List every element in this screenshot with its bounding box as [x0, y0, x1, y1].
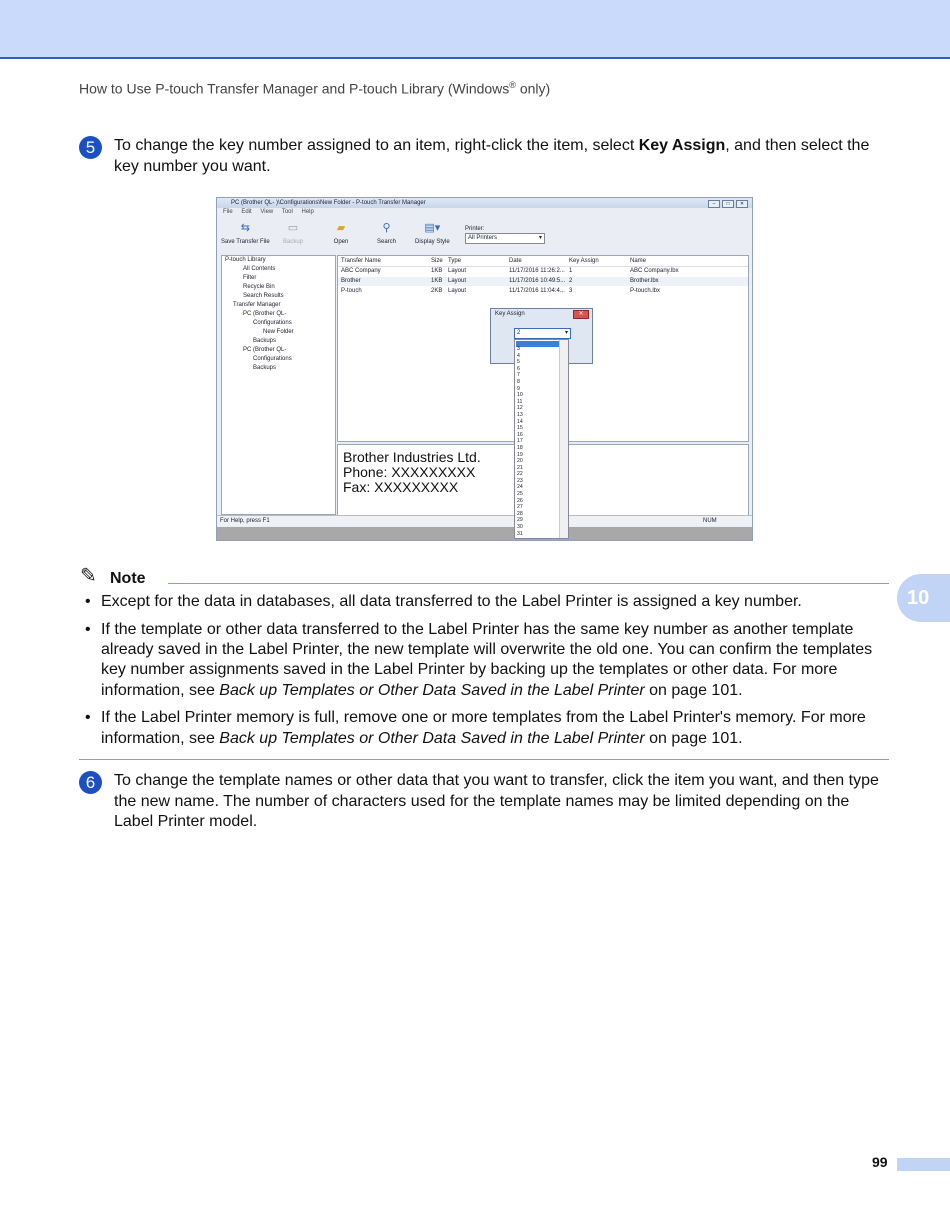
key-option[interactable]: 18	[517, 444, 523, 451]
note-bullet: • Except for the data in databases, all data transferred to the Label Printer is assigned a key number.	[85, 592, 889, 612]
save-transfer-icon: ⇆	[240, 222, 250, 234]
tree-item[interactable]: PC (Brother QL-	[243, 311, 287, 317]
backup-icon: ▭	[287, 222, 299, 234]
key-option[interactable]: 4	[517, 352, 520, 359]
printer-selector	[465, 226, 545, 244]
table-header	[338, 257, 748, 267]
key-option[interactable]: 7	[517, 372, 520, 379]
status-text: For Help, press F1	[220, 518, 270, 524]
key-option[interactable]: 8	[517, 378, 520, 385]
key-option[interactable]: 26	[517, 497, 523, 504]
tree-item[interactable]: PC (Brother QL-	[243, 347, 287, 353]
menu-tool[interactable]: Tool	[281, 209, 293, 215]
tree-item[interactable]: Transfer Manager	[233, 302, 281, 308]
key-option[interactable]: 16	[517, 431, 523, 438]
page-number: 99	[872, 1154, 888, 1170]
display-style-button[interactable]: ▤▾ Display Style	[415, 222, 450, 245]
step-text-bold: Key Assign	[638, 137, 726, 154]
menu-view[interactable]: View	[260, 209, 274, 215]
key-option[interactable]: 20	[517, 458, 523, 465]
key-option[interactable]: 12	[517, 405, 523, 412]
search-button[interactable]: ⚲ Search	[377, 222, 397, 245]
tree-item[interactable]: Backups	[253, 338, 277, 344]
note-bullet: • If the template or other data transferred to the Label Printer has the same key number as another template already saved in the Label Printer, the new template will overwrite the old one. You can confirm the templates key number assignments saved in the Label Printer by backing up the templates or other data. For more information, see Back up Templates or Other Data Saved in the Label Printer on page 101.	[85, 620, 889, 701]
note-divider-bottom	[79, 759, 889, 760]
printer-label: Printer:	[465, 226, 485, 232]
tree-item[interactable]: Filter	[243, 275, 257, 281]
key-option[interactable]: 17	[517, 438, 523, 445]
folder-icon: ▰	[336, 222, 346, 234]
open-button[interactable]: ▰ Open	[333, 222, 349, 245]
note-list	[85, 592, 889, 757]
column-header[interactable]: Date	[509, 258, 522, 264]
menu-bar	[217, 208, 752, 217]
dialog-title: Key Assign	[495, 311, 525, 317]
note-divider-top	[168, 583, 889, 584]
preview-line: Brother Industries Ltd.	[343, 449, 481, 465]
cross-reference: Back up Templates or Other Data Saved in the Label Printer	[219, 681, 645, 699]
list-scrollbar[interactable]	[559, 340, 568, 538]
window-controls	[708, 200, 748, 208]
printer-dropdown[interactable]: All Printers ▾	[465, 233, 545, 244]
display-style-icon: ▤▾	[424, 222, 441, 234]
step-text-before: To change the key number assigned to an item, right-click the item, select	[114, 137, 639, 154]
key-option[interactable]: 11	[517, 398, 523, 405]
header-registered-mark: ®	[509, 80, 516, 90]
key-option[interactable]: 13	[517, 411, 523, 418]
key-option[interactable]: 27	[517, 504, 523, 511]
search-icon: ⚲	[382, 222, 391, 234]
key-option[interactable]: 28	[517, 510, 523, 517]
column-header[interactable]: Type	[448, 258, 462, 264]
key-option[interactable]: 5	[517, 359, 520, 366]
tree-item[interactable]: Configurations	[253, 320, 292, 326]
step-number: 6	[79, 771, 102, 794]
maximize-icon[interactable]: □	[722, 200, 734, 208]
key-option[interactable]: 24	[517, 484, 523, 491]
key-assign-dropdown[interactable]: 2 ▾	[514, 328, 571, 339]
close-icon[interactable]: ✕	[736, 200, 748, 208]
key-option[interactable]: 9	[517, 385, 520, 392]
note-title: Note	[110, 570, 146, 587]
tree-item[interactable]: Search Results	[243, 293, 284, 299]
column-header[interactable]: Key Assign	[569, 258, 599, 264]
chapter-tab: 10	[897, 574, 950, 622]
minimize-icon[interactable]: –	[708, 200, 720, 208]
column-header[interactable]: Name	[630, 258, 647, 264]
transfer-manager-screenshot	[216, 197, 753, 541]
step-text	[114, 136, 889, 177]
menu-file[interactable]: File	[223, 209, 233, 215]
tree-item[interactable]: All Contents	[243, 266, 276, 272]
key-option[interactable]: 6	[517, 365, 520, 372]
table-row[interactable]: P-touch 2KB Layout 11/17/2016 11:04:4... 3 P-touch.lbx	[341, 288, 661, 294]
key-option[interactable]: 15	[517, 425, 523, 432]
option-items	[517, 346, 523, 537]
preview-line: Fax: XXXXXXXXX	[343, 479, 459, 495]
key-option[interactable]: 31	[517, 530, 523, 537]
tree-item[interactable]: Configurations	[253, 356, 292, 362]
key-option[interactable]: 14	[517, 418, 523, 425]
key-option[interactable]: 10	[517, 392, 523, 399]
tree-item[interactable]: P-touch Library	[225, 257, 266, 263]
key-option[interactable]: 19	[517, 451, 523, 458]
table-row[interactable]: Brother 1KB Layout 11/17/2016 10:49:5... 2 Brother.lbx	[338, 277, 748, 286]
step-5	[79, 136, 889, 177]
key-option[interactable]: 21	[517, 464, 523, 471]
key-assign-options-list[interactable]	[514, 339, 569, 539]
key-option[interactable]: 23	[517, 477, 523, 484]
page-number-bar	[897, 1158, 950, 1171]
status-bar	[217, 515, 753, 526]
top-band	[0, 0, 950, 59]
note-bullet: • If the Label Printer memory is full, remove one or more templates from the Label Printer's memory. For more information, see Back up Templates or Other Data Saved in the Label Printer on page 101.	[85, 708, 889, 749]
step-text-after: , and then select the key number you want.	[114, 137, 870, 175]
save-transfer-file-button[interactable]: ⇆ Save Transfer File	[221, 222, 270, 245]
key-option[interactable]: 25	[517, 491, 523, 498]
menu-help[interactable]: Help	[301, 209, 314, 215]
tree-item[interactable]: Recycle Bin	[243, 284, 275, 290]
step-6	[79, 771, 889, 833]
column-header[interactable]: Transfer Name	[341, 258, 381, 264]
cross-reference: Back up Templates or Other Data Saved in the Label Printer	[219, 729, 645, 747]
page-header	[79, 80, 550, 97]
window-title: PC (Brother QL- )\Configurations\New Folder - P-touch Transfer Manager	[217, 198, 752, 208]
backup-button[interactable]: ▭ Backup	[283, 222, 304, 245]
key-option[interactable]: 29	[517, 517, 523, 524]
table-row[interactable]: ABC Company 1KB Layout 11/17/2016 11:26:2... 1 ABC Company.lbx	[341, 268, 679, 274]
key-option[interactable]: 22	[517, 471, 523, 478]
tree-item[interactable]: New Folder	[263, 329, 294, 335]
column-header[interactable]: Size	[431, 258, 443, 264]
header-text: How to Use P-touch Transfer Manager and P-touch Library (Windows	[79, 80, 510, 97]
menu-edit[interactable]: Edit	[241, 209, 252, 215]
tree-item[interactable]: Backups	[253, 365, 277, 371]
folder-tree	[221, 255, 336, 515]
toolbar	[219, 220, 749, 252]
preview-line: Phone: XXXXXXXXX	[343, 464, 476, 480]
header-tail: only)	[515, 80, 551, 97]
bottom-strip	[217, 527, 752, 540]
note-pencil-icon: ✎	[80, 565, 97, 587]
dialog-close-icon[interactable]: ✕	[573, 310, 589, 319]
key-option[interactable]: 30	[517, 524, 523, 531]
key-option[interactable]: 3	[517, 346, 520, 352]
step-text: To change the template names or other data that you want to transfer, click the item you want, and then type the new name. The number of characters used for the template names may be limited depending on the Label Printer model.	[114, 772, 879, 830]
step-number: 5	[79, 136, 102, 159]
num-lock-indicator: NUM	[703, 518, 717, 524]
